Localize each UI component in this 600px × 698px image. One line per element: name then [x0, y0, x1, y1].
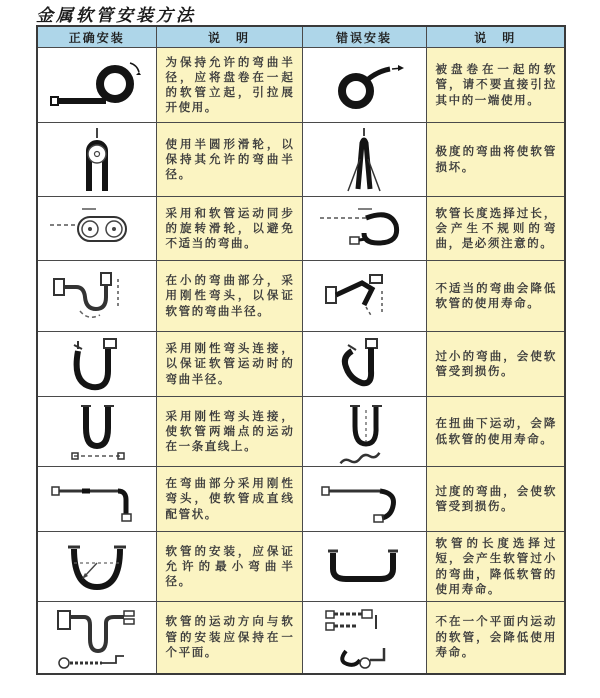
header-wrong-description: 说 明 — [426, 26, 565, 48]
correct-figure-cell — [37, 197, 156, 261]
correct-figure-cell — [37, 602, 156, 674]
table-row — [37, 332, 565, 397]
wrong-figure-cell — [302, 397, 426, 467]
wrong-description: 极度的弯曲将使软管损坏。 — [426, 123, 565, 197]
table-row — [37, 532, 565, 602]
header-row — [37, 26, 565, 48]
correct-figure-cell — [37, 467, 156, 532]
wrong-figure-cell — [302, 602, 426, 674]
correct-figure-cell — [37, 261, 156, 332]
wrong-description: 被盘卷在一起的软管，请不要直接引拉其中的一端使用。 — [426, 48, 565, 123]
wrong-description: 不适当的弯曲会降低软管的使用寿命。 — [426, 261, 565, 332]
single-plane-motion-trap-figure — [44, 603, 150, 671]
rigid-elbow-small-bend-figure — [44, 265, 150, 327]
wrong-figure-cell — [302, 48, 426, 123]
improper-bend-figure — [314, 265, 414, 327]
correct-description: 使用半圆形滑轮，以保持其允许的弯曲半径。 — [156, 123, 302, 197]
wrong-description: 过小的弯曲，会使软管受到损伤。 — [426, 332, 565, 397]
correct-description: 软管的运动方向与软管的安装应保持在一个平面。 — [156, 602, 302, 674]
correct-description: 为保持允许的弯曲半径，应将盘卷在一起的软管立起，引拉展开使用。 — [156, 48, 302, 123]
semicircular-pulley-figure — [44, 127, 150, 193]
correct-description: 在弯曲部分采用刚性弯头，使软管成直线配管状。 — [156, 467, 302, 532]
table-row — [37, 197, 565, 261]
correct-description: 采用刚性弯头连接，使软管两端点的运动在一条直线上。 — [156, 397, 302, 467]
correct-description: 采用刚性弯头连接，以保证软管运动时的弯曲半径。 — [156, 332, 302, 397]
correct-description: 采用和软管运动同步的旋转滑轮，以避免不适当的弯曲。 — [156, 197, 302, 261]
correct-figure-cell — [37, 48, 156, 123]
too-small-bend-figure — [314, 335, 414, 393]
table-row — [37, 397, 565, 467]
wrong-figure-cell — [302, 467, 426, 532]
wrong-figure-cell — [302, 197, 426, 261]
u-shape-inline-motion-figure — [44, 400, 150, 464]
wrong-description: 软管长度选择过长，会产生不规则的弯曲，是必须注意的。 — [426, 197, 565, 261]
wrong-figure-cell — [302, 332, 426, 397]
wrong-figure-cell — [302, 123, 426, 197]
wrong-figure-cell — [302, 261, 426, 332]
irregular-loop-figure — [314, 201, 414, 257]
out-of-plane-motion-figure — [314, 603, 414, 671]
table-row — [37, 261, 565, 332]
rigid-elbow-connection-figure — [44, 335, 150, 393]
wrong-description: 在扭曲下运动，会降低软管的使用寿命。 — [426, 397, 565, 467]
excessive-bend-elbow-figure — [314, 470, 414, 528]
synchronized-rotating-pulley-figure — [44, 201, 150, 257]
twisted-u-shape-figure — [314, 400, 414, 464]
correct-figure-cell — [37, 397, 156, 467]
correct-description: 软管的安装，应保证允许的最小弯曲半径。 — [156, 532, 302, 602]
correct-figure-cell — [37, 532, 156, 602]
correct-figure-cell — [37, 123, 156, 197]
wrong-description: 不在一个平面内运动的软管，会降低使用寿命。 — [426, 602, 565, 674]
table-row — [37, 48, 565, 123]
wrong-figure-cell — [302, 532, 426, 602]
header-correct-description: 说 明 — [156, 26, 302, 48]
minimum-bend-radius-u-figure — [44, 535, 150, 599]
coiled-hose-stood-up-figure — [44, 54, 150, 116]
correct-figure-cell — [37, 332, 156, 397]
table-row — [37, 602, 565, 674]
hose-installation-table — [36, 25, 566, 675]
header-wrong-install: 错误安装 — [302, 26, 426, 48]
correct-description: 在小的弯曲部分，采用刚性弯头，以保证软管的弯曲半径。 — [156, 261, 302, 332]
page-title: 金属软管安装方法 — [36, 6, 196, 26]
extreme-bend-figure — [314, 127, 414, 193]
coiled-hose-pulled-end-figure — [314, 54, 414, 116]
too-short-flat-u-figure — [314, 535, 414, 599]
header-correct-install: 正确安装 — [37, 26, 156, 48]
wrong-description: 过度的弯曲，会使软管受到损伤。 — [426, 467, 565, 532]
wrong-description: 软管的长度选择过短，会产生软管过小的弯曲，降低软管的使用寿命。 — [426, 532, 565, 602]
straight-piping-elbow-figure — [44, 470, 150, 528]
table-row — [37, 467, 565, 532]
table-row — [37, 123, 565, 197]
